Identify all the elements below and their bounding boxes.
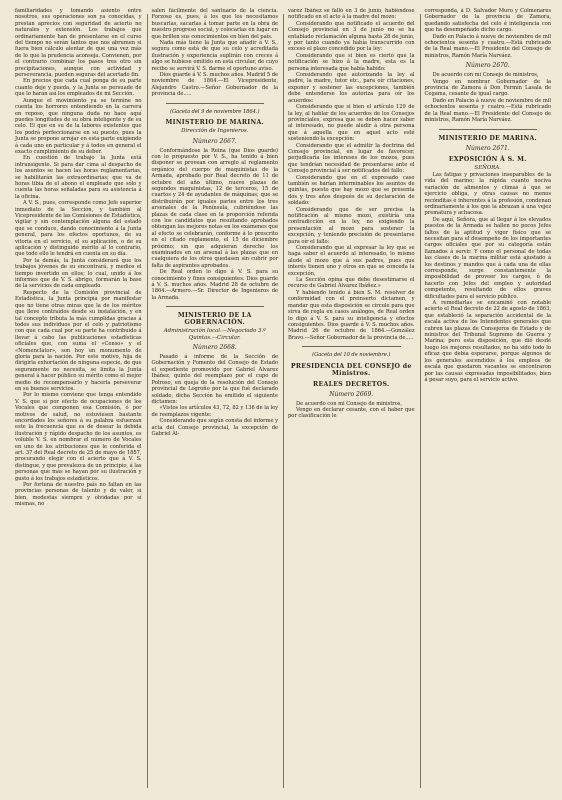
body-paragraph: Dado en Palacio á nueve de noviembre de mil ochocientos sesenta y cuatro.—Está rubricado de la Real mano.—El Presidente del Consejo de ministros, Ramón María Narváez. — [424, 97, 551, 124]
body-paragraph: Las fatigas y privaciones inseparables de la vida del marino; la rápida cuanto nociva variación de alimentos y climas á que se ejercicio obliga, y otras causas no menos recónditas é inherentes á la profesión, condenan ordinariamente á los que la abrazan á una vejez prematura y achacosa. — [424, 171, 551, 217]
section-heading: EXPOSICIÓN Á S. M. — [448, 155, 527, 163]
body-paragraph: Considerando que según consta del informe y acta del Consejo provincial, la excepción de Gabriel Ál- — [151, 418, 278, 437]
section-heading: MINISTERIO DE LA GOBERNACIÓN. — [177, 312, 252, 327]
body-paragraph: Pasado á informe de la Sección de Gobernación y Fomento del Consejo de Estado el expediente promovido por Gabriel Álvarez Ibáñez, quinto del reemplazo por el cupo de Polroso, en queja de la resolución del Consejo provincial de Logroño por la que fué declarado soldado, dicha Sección ha emitido el siguiente dictamen: — [151, 354, 278, 405]
column-1 — [10, 8, 147, 794]
section-heading: MINISTERIO DE MARINA. — [438, 134, 537, 142]
body-paragraph: De acuerdo con mi Consejo de ministros, — [432, 72, 539, 79]
section-divider — [166, 103, 265, 104]
body-paragraph: varez Ibáñez se falló en 3 de junio, habiéndose notificado en el acto á la madre del mozo: — [288, 8, 415, 21]
gazette-reference: (Gaceta del 10 de noviembre.) — [312, 352, 391, 359]
body-paragraph: A remediarlas se encaminó con notable acierto el Real decreto de 22 de agosto de 1863, que estableció la separación accidental de la escala activa de los Intendentes generales que cubren las plazas de Consejeros de Estado y de ministros del Tribunal Supremo de Guerra y Marina; pero esta disposición, que dió desde luego los mejores resultados, no ha sido todo lo eficaz que debía esperarse, porque algunos de los generales ascendidos á los empleos de escala que quedaron vacantes se encontraron por las causas expresadas imposibilitados, bien á pesar suyo, para el servicio activo. — [424, 300, 551, 383]
gazette-reference: (Gaceta del 9 de noviembre 1864.) — [169, 108, 260, 115]
body-paragraph: Considerando que de ser precisa la notificación al mismo mozo, existiría una contradicción en la ley, no exigiendo la presentación al mozo para sostener la excepción, y teniendo precisión de presentarse para oír el fallo: — [288, 206, 415, 245]
body-paragraph: Considerando que notificado el acuerdo del Consejo provincial en 3 de junio no se ha entablado reclamación alguna hasta 28 de junio, y por tanto cuando ya había transcurrido con exceso el plazo concedido por la ley: — [288, 20, 415, 53]
decree-number: Número 2668. — [192, 344, 237, 352]
body-paragraph: Vengo en nombrar Gobernador de la provincia de Zamora á Don Fermín Lasala de Cegama, cesante de igual cargo. — [424, 78, 551, 98]
section-subheading: Administración local.—Negociado 3.º Quintas.—Circular. — [163, 328, 266, 341]
body-paragraph: Por fortuna de nuestro país no faltan en las provincias personas de talento y de valer, si bien, modestas siempre y olvidadas por sí mismas, no — [15, 482, 142, 508]
body-paragraph: Aunque el movimiento ya se termine no cuenta los horrores entendiendo en la carrera en reposo, que ninguna duda no hace aquí puedes longitudes de su obra inteligente y de su celo. El que en su de la labores existentes que los podrá perfeccionarse en su puesto, pues la Junta se propone arrojar en esta parte exigiendo á cada uno en particular y á todos en general el exacto cumplimiento de su deber. — [15, 97, 142, 155]
body-paragraph: En cuestión de trabajo la Junta está intransigente. Si para dar cima al despacho de los asuntos se hacen las horas reglamentarias, se habilitarán las extraordinarias; que va de horas tibia de el abono el empleado que sólo y cuenta las horas señaladas para su asistencia á la oficina. — [15, 155, 142, 200]
body-paragraph: Considerando que en el expresado caso también se harían interminables los asuntos de quintas, puesto que hay mozo que se presenta dos y tres años después de su declaración de soldado: — [288, 174, 415, 207]
body-paragraph: A V. S., pues, corresponde como Jefe superior inmediato de la Sección, y también al Vicepresidente de las Comisiones de Estadística, vigilar y sin contemplación alguna del estado que se conduce, dando conocimiento á la Junta general, para los efectos oportunos, de su vitoria en el servicio, el su aplicación, o de su aplicación y distinguido mérito al lo contrario, que todo ello le tendrá en cuenta en su día. — [15, 200, 142, 258]
body-paragraph: Dado en Palacio á nueve de noviembre de mil ochocientos sesenta y cuatro.—Está rubricado de la Real mano.—El Presidente del Consejo de ministros, Ramón María Narváez. — [424, 33, 551, 59]
body-paragraph: De aquí, Señora, que al llegar á los elevados puestos de la Armada se hallen no pocos Jefes faltos de la aptitud y vigor físico que se necesitan para el desempeño de los importantes cargos oficiales que por su categoría están llamados á servir. Y como el personal de todas las clases de la marina militar está ajustado á los destinos y mandos que á cada una de ellas corresponde, surge constantemente la imposibilidad de proveer los cargos, ó de hacerlo con Jefes del empleo y autoridad competente, resultando de ellos graves dificultades para el servicio público. — [424, 216, 551, 300]
section-heading: MINISTERIO DE MARINA. — [165, 119, 264, 127]
body-paragraph: Vengo en declarar cesante, con el haber que por clasificación le — [288, 406, 415, 420]
column-4 — [420, 8, 557, 794]
body-paragraph: Por lo mismo conviene que tenga entendido V. S. que si por efecto de ocupaciones de los Vocales que componen esa Comisión, ó por motivos de salud, no estuviesen bastante encordados los señores á su palabra esfuerzan este la frecuencia que es de desear la debida ilustración y rápido despacho de los asuntos, es voluble V. S. en nombrar el número de Vocales en uno de los atribuciones que le conferida el art. 37 del Real decreto de 25 de mayo de 1857, procurando elegir con el acierto que á V. S. distingue, y que prevalezca de un principio, á las personas que más se hayan por su ilustración y gusto á los trabajos estadísticos. — [15, 392, 142, 482]
column-3 — [283, 8, 420, 794]
body-paragraph: salen fácilmente del santuario de la ciencia. Forzoso es, pues, á los que los necesitamos buscarlas, sacarlas á tomar parte en la obra de nuestro progreso social, y colocarlas en lugar en que brillen sus conocimientos en bien del país. — [151, 8, 278, 40]
body-paragraph: Conformándose la Reina (que Dios guarde) con lo propuesto por V. S., ha tenido á bien disponer se provean con arreglo al reglamento orgánico del cuerpo de maquinistas de la Armada, aprobado por Real decreto de 11 de octubre del año último, nueve plazas de segundos maquinistas, 12 de terceros, 15 de cuartos y 24 de ayudantes de máquinas; que se distribuirán por iguales partes entre los tres arsenales de la Península, cubriéndose las plazas de cada clase en la proporción referida con los candidatos que resultando aprobados obtengan las mejores notas en los exámenes que al efecto se celebrarán, conforme á lo prescrito en el citado reglamento, el 15 de diciembre próximo; sin que adquieran derecho los examinados en un arsenal á las plazas que en cualquiera de los otros quedasen sin cubrir por falta de aspirantes aprobados. — [151, 147, 278, 269]
body-paragraph: Dios guarde á V. S. muchos años. Madrid 5 de noviembre de 1864.—El Vicepresidente, Alejandro Castro.—Señor Gobernador de la provincia de..... — [151, 72, 279, 98]
body-paragraph: Respecto de la Comisión provincial de Estadística, la Junta principia por manifestar que no tiene otras miras que la de los méritos que lleve contraídos desde su instalación, y en tal concepto tributa la más cumplidas gracias á todos sus individuos por el celo y patriotismo con que cada cual por su parte ha contribuido á llevar á cabo las publicaciones estadísticas oficiales que, con suma el «Censo» y el «Nomenclátor», son hoy un monumento de gloria para la nación. Por este motivo, hija de dirigirla exhortación de ninguna especie, de que seguramente no necesita, se limita la Junta general á hacer público su mérito como el mejor medio de recompensarlo y hacerla perseverar en su buenos servicios. — [15, 289, 142, 392]
body-paragraph: «Vistos los artículos 43, 72, 82 y 136 de la ley de reemplazos vigente: — [151, 405, 278, 418]
decree-number: Número 2671. — [465, 144, 510, 152]
body-paragraph: corresponda, á D. Salvador Muro y Colmenares Gobernador de la provincia de Zamora, quedando satisfecha del celo é inteligencia con que ha desempeñado dicho cargo. — [424, 8, 551, 34]
body-paragraph: En precios que cada cual ponga de su parte cuanto deje y pueda, y la Junta se persuade de que lo harán así los empleados de mi Sección. — [15, 78, 142, 98]
body-paragraph: Considerando que si bien el artículo 129 de la ley, al hablar de los acuerdos de los Consejos provinciales, expresa que se deben hacer saber al interesado, no puede aludir á otra persona que á aquella que en aquel acto esté sosteniendo la excepción: — [288, 104, 415, 143]
body-paragraph: Considerando que autorizando la ley al padre, la madre, tutor etc., para oír citaciones, exponer y sostener las excepciones, también debe entenderse los autoriza para oír los acuerdos: — [288, 72, 415, 104]
body-paragraph: familiaridades y tomando asiento entre nosotros, sus operaciones son ya conocidas, y prestan aprecios con seguridad de acierto no naturales y extensión. Los trabajos que ordinariamente han de presentarse en el curso del tiempo no serán tantos que nos abrumen si fuera bien cálculo alentar de que una vez más de lo que la prudencia aconseja. Convienen, por el contrario combinar los pasos tres otro sin precipitaciones, aunque con actividad y perseverancia, pueden seguras del acertado fin. — [15, 8, 142, 79]
columns — [10, 8, 556, 794]
section-divider — [302, 346, 401, 347]
body-paragraph: Considerando que el admitir la doctrina del Consejo provincial, en lugar de favorecer, perjudicaría los intereses de los mozos, pues que tendrían necesidad de presentarse ante el Consejo provincial á ser notificados del fallo: — [288, 142, 415, 175]
section-heading: REALES DECRETOS. — [313, 380, 390, 388]
section-divider — [166, 306, 265, 307]
body-paragraph: De Real orden lo digo á V. S. para su conocimiento y fines consiguientes. Dios guarde á V. S. muchos años. Madrid 28 de octubre de 1864.—Armero.—Sr. Director de Ingenieros de la Armada. — [151, 269, 278, 301]
body-paragraph: Considerando que si bien es cierto que la notificación se hizo á la madre, esta es la persona interesada que había habido: — [288, 52, 415, 72]
section-heading: PRESIDENCIA DEL CONSEJO de Ministros. — [290, 362, 412, 377]
column-2 — [147, 8, 284, 794]
body-paragraph: Nada más tiene la Junta que añadir á V. S., segura como está de que su celo y acreditada ilustración y experiencia suplirán con creces á algo se hubiese omitido en esta circular, de cuyo recibo se servirá V. S. darme el oportuno aviso. — [151, 40, 278, 72]
section-subheading: SEÑORA. — [474, 164, 501, 171]
body-paragraph: Considerando que al expresar la ley que se haga saber el acuerdo al interesado, lo mismo alude al mozo que á sus padres, pues que interés tienen uno y otros en que se conceda la excepción, — [288, 245, 415, 277]
decree-number: Número 2670. — [465, 62, 510, 70]
section-divider — [439, 129, 538, 130]
body-paragraph: La Sección opina que debe desestimarse el recurso de Gabriel Álvarez Ibáñez.» — [288, 277, 415, 290]
body-paragraph: Y habiendo tenido á bien S. M. resolver de conformidad con el preinserto dictamen, y mandar que esta disposición se circule para que sirva de regla en casos análogos, de Real orden lo digo á V. S. para su inteligencia y efectos consiguientes. Dios guarde á V. S. muchos años. Madrid 26 de octubre de 1864.—González Bravo.—Señor Gobernador de la provincia de..... — [288, 289, 415, 341]
decree-number: Número 2669. — [329, 390, 374, 398]
body-paragraph: Por la demás, la Junta considerará que los trabajos jóvenes de su encontrará, y medios el tiempo invertido en ellos; lo cual, unido á los informes que de V. S. abrigo, formarán la base de la servicios de cada empleado. — [15, 257, 142, 290]
decree-number: Número 2667. — [192, 137, 237, 145]
section-subheading: Dirección de Ingenieros. — [181, 128, 249, 135]
body-paragraph: De acuerdo con mi Consejo de ministros, — [296, 400, 402, 407]
